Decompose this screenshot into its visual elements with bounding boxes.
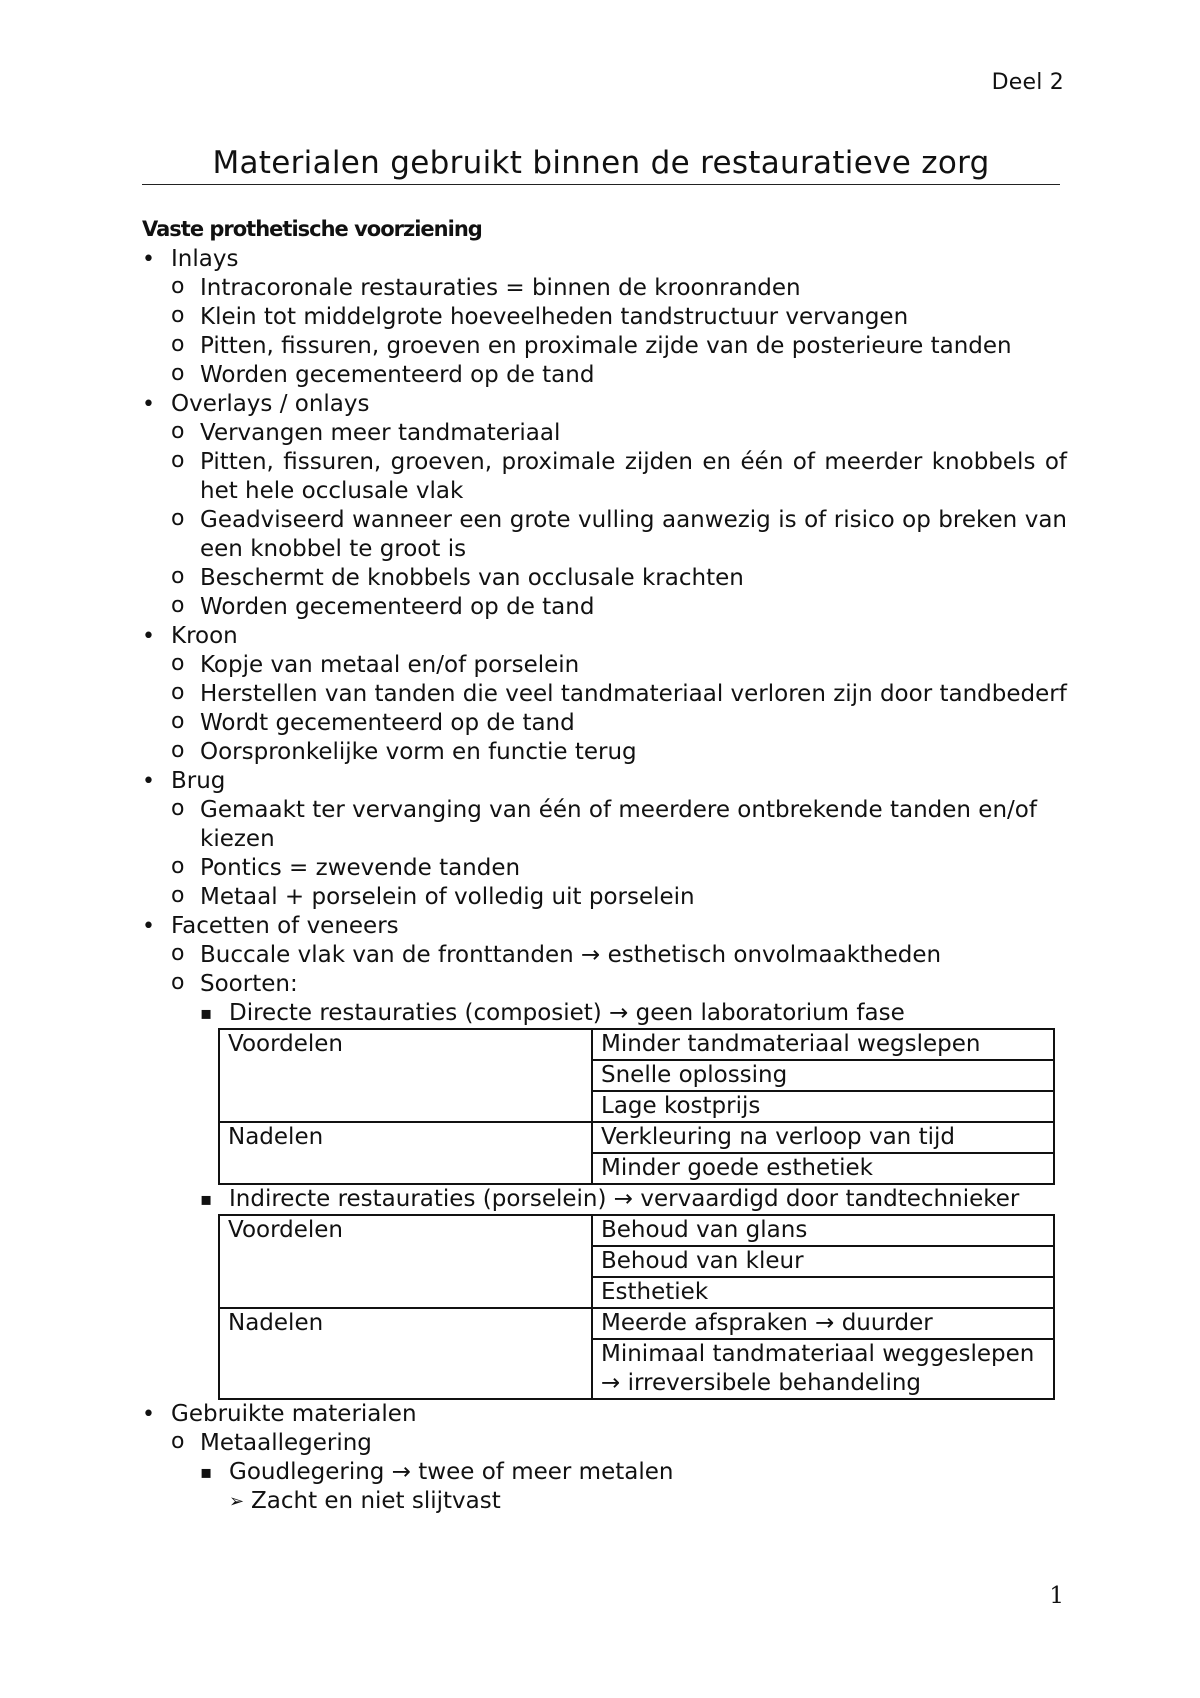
list-item: o Intracoronale restauraties = binnen de kroonranden [171,274,801,301]
list-item-kroon: • Kroon [142,623,238,649]
circle-bullet-icon: o [171,883,185,908]
table-row [219,1029,1054,1060]
table-cell: Behoud van kleur [592,1246,1054,1277]
list-item: o Kopje van metaal en/of porselein [171,651,580,678]
table-cell-line: → irreversibele behandeling [601,1370,922,1396]
table-cell: Minder tandmateriaal wegslepen [592,1029,1054,1060]
table-cell-label: Voordelen [219,1215,592,1308]
circle-bullet-icon: o [171,564,185,589]
table-cell-line: Minimaal tandmateriaal weggeslepen [601,1341,1035,1367]
table-row [219,1308,1054,1339]
square-bullet-icon: ▪ [200,1189,213,1210]
bullet-icon: • [142,247,155,272]
indirect-restorations-table [218,1214,1055,1400]
list-item-facetten: • Facetten of veneers [142,913,399,939]
direct-restorations-table [218,1028,1055,1185]
circle-bullet-icon: o [171,651,185,676]
list-item: o Buccale vlak van de fronttanden → esthetisch onvolmaaktheden [171,941,942,968]
table-cell: Snelle oplossing [592,1060,1054,1091]
page-number: 1 [1049,1583,1064,1609]
list-item: o Oorspronkelijke vorm en functie terug [171,738,637,765]
list-item: o Geadviseerd wanneer een grote vulling aanwezig is of risico op breken van een knobbel te groot is [171,506,1067,562]
list-item: o Pontics = zwevende tanden [171,854,521,881]
circle-bullet-icon: o [171,854,185,879]
table-cell [592,1339,1054,1399]
table-cell: Behoud van glans [592,1215,1054,1246]
list-item-brug: • Brug [142,768,226,794]
list-item: o Worden gecementeerd op de tand [171,593,595,620]
bullet-icon: • [142,392,155,417]
list-item: o Metaallegering [171,1429,372,1456]
document-body [142,215,1067,1516]
list-item-direct: ▪ Directe restauraties (composiet) → geen laboratorium fase [200,1000,905,1026]
bullet-icon: • [142,769,155,794]
circle-bullet-icon: o [171,680,185,705]
title-underline [142,184,1060,185]
circle-bullet-icon: o [171,303,185,328]
circle-bullet-icon: o [171,970,185,995]
circle-bullet-icon: o [171,274,185,299]
list-item: o Beschermt de knobbels van occlusale krachten [171,564,744,591]
circle-bullet-icon: o [171,1429,185,1454]
table-row [219,1215,1054,1246]
circle-bullet-icon: o [171,941,185,966]
circle-bullet-icon: o [171,361,185,386]
table-cell-label: Voordelen [219,1029,592,1122]
circle-bullet-icon: o [171,796,185,821]
section-heading: Vaste prothetische voorziening [142,217,482,241]
circle-bullet-icon: o [171,419,185,444]
table-cell: Esthetiek [592,1277,1054,1308]
list-item: o Klein tot middelgrote hoeveelheden tandstructuur vervangen [171,303,909,330]
list-item-indirect: ▪ Indirecte restauraties (porselein) → vervaardigd door tandtechnieker [200,1186,1020,1212]
list-item-materialen: • Gebruikte materialen [142,1401,417,1427]
document-part-label: Deel 2 [991,70,1064,95]
list-item: o Wordt gecementeerd op de tand [171,709,575,736]
circle-bullet-icon: o [171,738,185,763]
list-item-overlays: • Overlays / onlays [142,391,370,417]
list-item: o Herstellen van tanden die veel tandmateriaal verloren zijn door tandbederf [171,680,1067,707]
circle-bullet-icon: o [171,448,185,473]
list-item: o Metaal + porselein of volledig uit porselein [171,883,695,910]
circle-bullet-icon: o [171,332,185,357]
table-cell-label: Nadelen [219,1122,592,1184]
table-cell: Lage kostprijs [592,1091,1054,1122]
list-item: o Pitten, fissuren, groeven, proximale zijden en één of meerder knobbels of het hele occlusale vlak [171,448,1067,504]
circle-bullet-icon: o [171,506,185,531]
bullet-icon: • [142,914,155,939]
table-cell: Meerde afspraken → duurder [592,1308,1054,1339]
list-item: o Pitten, fissuren, groeven en proximale zijde van de posterieure tanden [171,332,1012,359]
table-cell: Verkleuring na verloop van tijd [592,1122,1054,1153]
bullet-icon: • [142,1402,155,1427]
circle-bullet-icon: o [171,709,185,734]
list-item: ▪ Goudlegering → twee of meer metalen [200,1459,674,1485]
table-row [219,1122,1054,1153]
square-bullet-icon: ▪ [200,1462,213,1483]
page-title: Materialen gebruikt binnen de restauratieve zorg [212,145,990,181]
square-bullet-icon: ▪ [200,1003,213,1024]
list-item-inlays: • Inlays [142,246,239,272]
circle-bullet-icon: o [171,593,185,618]
list-item: o Gemaakt ter vervanging van één of meerdere ontbrekende tanden en/of kiezen [171,796,1037,852]
list-item: o Soorten: [171,970,298,997]
list-item: o Vervangen meer tandmateriaal [171,419,561,446]
arrow-bullet-icon: ➢ [229,1491,245,1512]
table-cell: Minder goede esthetiek [592,1153,1054,1184]
bullet-icon: • [142,624,155,649]
table-cell-label: Nadelen [219,1308,592,1399]
list-item: ➢ Zacht en niet slijtvast [229,1488,501,1514]
list-item: o Worden gecementeerd op de tand [171,361,595,388]
